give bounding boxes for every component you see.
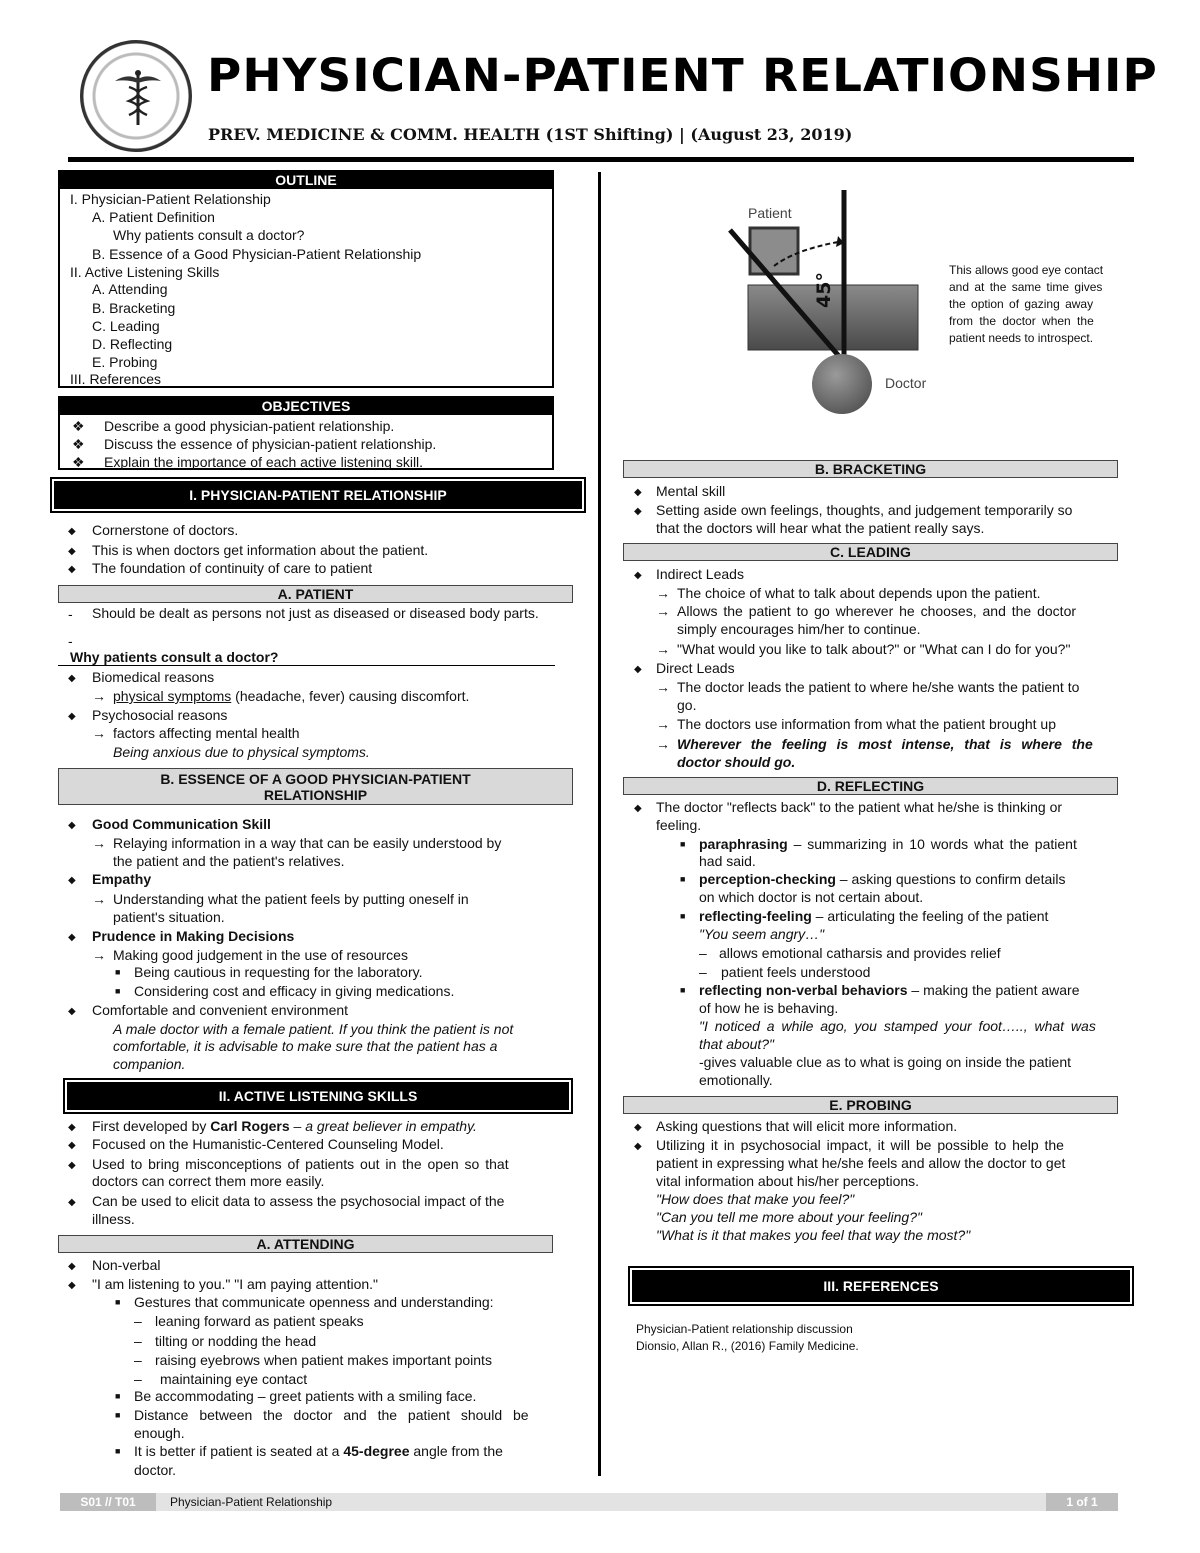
bullet-icon: ◆ [634, 487, 642, 498]
outline-item: E. Probing [92, 354, 158, 370]
bullet-icon: ◆ [68, 1280, 76, 1291]
bold-text: perception-checking [699, 871, 836, 887]
body-text: enough. [134, 1425, 185, 1441]
body-text: Asking questions that will elicit more information. [656, 1118, 958, 1134]
patient-label: Patient [748, 205, 792, 221]
body-text [92, 1117, 477, 1135]
example-text: Being anxious due to physical symptoms. [113, 744, 370, 760]
body-text [699, 907, 1048, 925]
body-text: illness. [92, 1211, 135, 1227]
objective-item: Discuss the essence of physician-patient relationship. [104, 436, 437, 452]
body-text: First developed by [92, 1118, 211, 1134]
arrow-icon: → [92, 688, 106, 704]
diamond-bullet-icon: ❖ [72, 454, 85, 470]
square-bullet-icon: ■ [680, 839, 686, 849]
example-text: "You seem angry…" [699, 926, 825, 942]
body-text: leaning forward as patient speaks [155, 1313, 364, 1329]
square-bullet-icon: ■ [115, 1297, 121, 1307]
bullet-icon: ◆ [68, 546, 76, 557]
body-text: emotionally. [699, 1072, 773, 1088]
body-text: on which doctor is not certain about. [699, 889, 924, 905]
footer-page-badge: 1 of 1 [1046, 1493, 1118, 1511]
body-text: The doctors use information from what the patient brought up [677, 716, 1056, 732]
objective-item: Explain the importance of each active listening skill. [104, 454, 424, 470]
body-text: The foundation of continuity of care to patient [92, 560, 373, 576]
body-text: The doctor leads the patient to where he/she wants the patient to [677, 679, 1080, 695]
dash-marker: – [134, 1371, 142, 1387]
body-text: Psychosocial reasons [92, 707, 228, 723]
body-text: Can be used to elicit data to assess the psychosocial impact of the [92, 1193, 505, 1209]
dash-marker: – [134, 1352, 142, 1368]
dash-marker: – [699, 964, 707, 980]
body-text: go. [677, 697, 697, 713]
example-question: "What is it that makes you feel that way the most?" [656, 1227, 971, 1243]
bold-text: 45-degree [343, 1443, 410, 1459]
why-consult-heading: Why patients consult a doctor? [70, 649, 279, 665]
arrow-icon: → [656, 736, 670, 752]
bullet-icon: ◆ [68, 1197, 76, 1208]
outline-item: Why patients consult a doctor? [113, 227, 305, 243]
divider-line [58, 665, 555, 666]
caduceus-icon [109, 67, 167, 127]
body-text: patient's situation. [113, 909, 225, 925]
body-text: Indirect Leads [656, 566, 744, 582]
dash-marker: – [134, 1333, 142, 1349]
body-text: vital information about his/her perceptions. [656, 1173, 920, 1189]
arrow-icon: → [92, 725, 106, 741]
body-text: tilting or nodding the head [155, 1333, 317, 1349]
body-text: simply encourages him/her to continue. [677, 621, 921, 637]
subsection-heading-leading: C. LEADING [623, 543, 1118, 561]
patient-chair-shape [750, 228, 798, 274]
body-text: Cornerstone of doctors. [92, 522, 239, 538]
footer-title: Physician-Patient Relationship [170, 1495, 333, 1509]
objective-item: Describe a good physician-patient relationship. [104, 418, 395, 434]
body-text: of how he is behaving. [699, 1000, 839, 1016]
body-text [699, 981, 1080, 999]
bold-text: Carl Rogers [210, 1118, 290, 1134]
body-text: Understanding what the patient feels by putting oneself in [113, 891, 469, 907]
bullet-icon: ◆ [68, 875, 76, 886]
bullet-icon: ◆ [68, 1261, 76, 1272]
body-text: Distance between the doctor and the patient should be [134, 1407, 529, 1423]
column-divider [598, 172, 601, 1476]
arrow-icon: → [92, 835, 106, 851]
body-text: -gives valuable clue as to what is going on inside the patient [699, 1054, 1072, 1070]
arrow-icon: → [92, 891, 106, 907]
document-subtitle: PREV. MEDICINE & COMM. HEALTH (1ST Shifting) | (August 23, 2019) [208, 125, 853, 144]
body-text: Empathy [92, 871, 152, 887]
bullet-icon: ◆ [634, 664, 642, 675]
body-text: (headache, fever) causing discomfort. [231, 688, 470, 704]
outline-item: I. Physician-Patient Relationship [70, 191, 271, 207]
arrow-icon: → [656, 603, 670, 619]
body-text: Non-verbal [92, 1257, 161, 1273]
body-text: Allows the patient to go wherever he chooses, and the doctor [677, 603, 1077, 619]
square-bullet-icon: ■ [680, 874, 686, 884]
subsection-heading-patient: A. PATIENT [58, 585, 573, 603]
bold-text: reflecting non-verbal behaviors [699, 982, 908, 998]
emphasis-text: doctor should go. [677, 754, 796, 770]
outline-item: A. Patient Definition [92, 209, 215, 225]
bullet-icon: ◆ [68, 1006, 76, 1017]
heading-line: RELATIONSHIP [263, 787, 368, 803]
square-bullet-icon: ■ [115, 1410, 121, 1420]
heading-line: B. ESSENCE OF A GOOD PHYSICIAN-PATIENT [160, 771, 471, 787]
body-text: Comfortable and convenient environment [92, 1002, 349, 1018]
arrow-icon: → [656, 679, 670, 695]
outline-item: C. Leading [92, 318, 160, 334]
body-text: Gestures that communicate openness and understanding: [134, 1294, 494, 1310]
body-text: "I am listening to you." "I am paying attention." [92, 1276, 379, 1292]
body-text: had said. [699, 853, 756, 869]
italic-text: – a great believer in empathy. [289, 1118, 477, 1134]
body-text: – articulating the feeling of the patient [811, 908, 1049, 924]
subsection-heading-attending: A. ATTENDING [58, 1235, 553, 1253]
section-heading-active-listening: II. ACTIVE LISTENING SKILLS [67, 1082, 569, 1110]
dash-marker: - [68, 606, 73, 622]
body-text: Focused on the Humanistic-Centered Counseling Model. [92, 1136, 444, 1152]
body-text: factors affecting mental health [113, 725, 300, 741]
body-text: feeling. [656, 817, 702, 833]
bullet-icon: ◆ [634, 1122, 642, 1133]
body-text: Considering cost and efficacy in giving medications. [134, 983, 455, 999]
arrow-icon: → [656, 585, 670, 601]
outline-item: A. Attending [92, 281, 168, 297]
square-bullet-icon: ■ [115, 967, 121, 977]
body-text: The doctor "reflects back" to the patient what he/she is thinking or [656, 799, 1063, 815]
bullet-icon: ◆ [68, 820, 76, 831]
bullet-icon: ◆ [68, 564, 76, 575]
reference-item: Physician-Patient relationship discussion [636, 1322, 853, 1336]
underlined-text: physical symptoms [113, 688, 232, 704]
document-title: PHYSICIAN-PATIENT RELATIONSHIP [207, 49, 1158, 102]
bullet-icon: ◆ [634, 803, 642, 814]
body-text: raising eyebrows when patient makes important points [155, 1352, 492, 1368]
patient-definition: Should be dealt as persons not just as diseased or diseased body parts. [92, 605, 539, 621]
body-text: Setting aside own feelings, thoughts, and judgement temporarily so [656, 502, 1073, 518]
example-text: companion. [113, 1056, 186, 1072]
bullet-icon: ◆ [68, 1160, 76, 1171]
seating-angle-diagram [720, 190, 950, 420]
diagram-note: the option of gazing away [949, 297, 1094, 311]
square-bullet-icon: ■ [680, 911, 686, 921]
body-text: maintaining eye contact [160, 1371, 308, 1387]
arrow-icon: → [656, 716, 670, 732]
objectives-heading: OBJECTIVES [60, 398, 552, 415]
bullet-icon: ◆ [68, 526, 76, 537]
dash-marker: - [68, 633, 73, 649]
body-text: It is better if patient is seated at a [134, 1443, 344, 1459]
outline-item: B. Bracketing [92, 300, 176, 316]
body-text: that the doctors will hear what the patient really says. [656, 520, 985, 536]
bullet-icon: ◆ [634, 506, 642, 517]
body-text: doctor. [134, 1462, 177, 1478]
body-text: Relaying information in a way that can be easily understood by [113, 835, 502, 851]
diamond-bullet-icon: ❖ [72, 436, 85, 452]
body-text [113, 687, 469, 705]
diagram-note: This allows good eye contact [949, 263, 1104, 277]
body-text: "What would you like to talk about?" or "What can I do for you?" [677, 641, 1071, 657]
example-question: "Can you tell me more about your feeling?" [656, 1209, 922, 1225]
body-text: patient feels understood [721, 964, 871, 980]
body-text: Being cautious in requesting for the laboratory. [134, 964, 423, 980]
body-text: patient in expressing what he/she feels and allow the doctor to get [656, 1155, 1066, 1171]
example-text: A male doctor with a female patient. If you think the patient is not [113, 1021, 514, 1037]
subsection-heading-probing: E. PROBING [623, 1096, 1118, 1114]
bold-text: reflecting-feeling [699, 908, 812, 924]
arrow-icon: → [656, 641, 670, 657]
body-text: This is when doctors get information about the patient. [92, 542, 429, 558]
square-bullet-icon: ■ [115, 1446, 121, 1456]
outline-item: B. Essence of a Good Physician-Patient Relationship [92, 246, 422, 262]
doctor-shape [812, 354, 872, 414]
bullet-icon: ◆ [634, 1141, 642, 1152]
square-bullet-icon: ■ [115, 1391, 121, 1401]
arrow-icon: → [92, 947, 106, 963]
section-heading-physician-patient: I. PHYSICIAN-PATIENT RELATIONSHIP [54, 481, 582, 509]
body-text: The choice of what to talk about depends upon the patient. [677, 585, 1041, 601]
body-text: Making good judgement in the use of resources [113, 947, 408, 963]
header-rule [68, 157, 1134, 162]
body-text: the patient and the patient's relatives. [113, 853, 345, 869]
body-text [699, 870, 1066, 888]
bullet-icon: ◆ [68, 1140, 76, 1151]
body-text: Utilizing it in psychosocial impact, it will be possible to help the [656, 1137, 1064, 1153]
reference-item: Dionsio, Allan R., (2016) Family Medicine. [636, 1339, 859, 1353]
body-text: Be accommodating – greet patients with a smiling face. [134, 1388, 477, 1404]
example-text: that about?" [699, 1036, 775, 1052]
example-text: "I noticed a while ago, you stamped your foot….., what was [699, 1018, 1096, 1034]
body-text: Biomedical reasons [92, 669, 215, 685]
example-text: comfortable, it is advisable to make sure that the patient has a [113, 1038, 498, 1054]
subsection-heading-essence [58, 768, 573, 805]
square-bullet-icon: ■ [115, 986, 121, 996]
footer-code-badge: S01 // T01 [60, 1493, 156, 1511]
body-text: – summarizing in 10 words what the patient [787, 836, 1077, 852]
dash-marker: – [134, 1313, 142, 1329]
diagram-note: from the doctor when the [949, 314, 1094, 328]
section-heading-references: III. REFERENCES [632, 1270, 1130, 1302]
body-text: doctors can correct them more easily. [92, 1173, 325, 1189]
outline-item: D. Reflecting [92, 336, 173, 352]
subsection-heading-bracketing: B. BRACKETING [623, 460, 1118, 478]
body-text: angle from the [409, 1443, 503, 1459]
outline-item: II. Active Listening Skills [70, 264, 220, 280]
diagram-note: and at the same time gives [949, 280, 1103, 294]
body-text: – making the patient aware [907, 982, 1080, 998]
square-bullet-icon: ■ [680, 985, 686, 995]
diamond-bullet-icon: ❖ [72, 418, 85, 434]
bullet-icon: ◆ [634, 570, 642, 581]
dash-marker: – [699, 945, 707, 961]
body-text: Mental skill [656, 483, 726, 499]
bullet-icon: ◆ [68, 673, 76, 684]
bullet-icon: ◆ [68, 711, 76, 722]
diagram-note: patient needs to introspect. [949, 331, 1094, 345]
body-text [699, 835, 1077, 853]
subsection-heading-reflecting: D. REFLECTING [623, 777, 1118, 795]
body-text [134, 1442, 503, 1460]
emphasis-text: Wherever the feeling is most intense, that is where the [677, 736, 1093, 752]
bullet-icon: ◆ [68, 1122, 76, 1133]
body-text: Direct Leads [656, 660, 735, 676]
example-question: "How does that make you feel?" [656, 1191, 855, 1207]
body-text: Used to bring misconceptions of patients out in the open so that [92, 1156, 509, 1172]
outline-heading: OUTLINE [60, 172, 552, 189]
school-seal-logo [80, 40, 192, 152]
outline-item: III. References [70, 371, 162, 387]
angle-label: 45° [813, 272, 835, 308]
bullet-icon: ◆ [68, 932, 76, 943]
body-text: Good Communication Skill [92, 816, 271, 832]
bold-text: paraphrasing [699, 836, 788, 852]
page-footer [60, 1493, 1118, 1511]
doctor-label: Doctor [885, 375, 927, 391]
body-text: allows emotional catharsis and provides relief [719, 945, 1001, 961]
body-text: – asking questions to confirm details [835, 871, 1066, 887]
body-text: Prudence in Making Decisions [92, 928, 295, 944]
